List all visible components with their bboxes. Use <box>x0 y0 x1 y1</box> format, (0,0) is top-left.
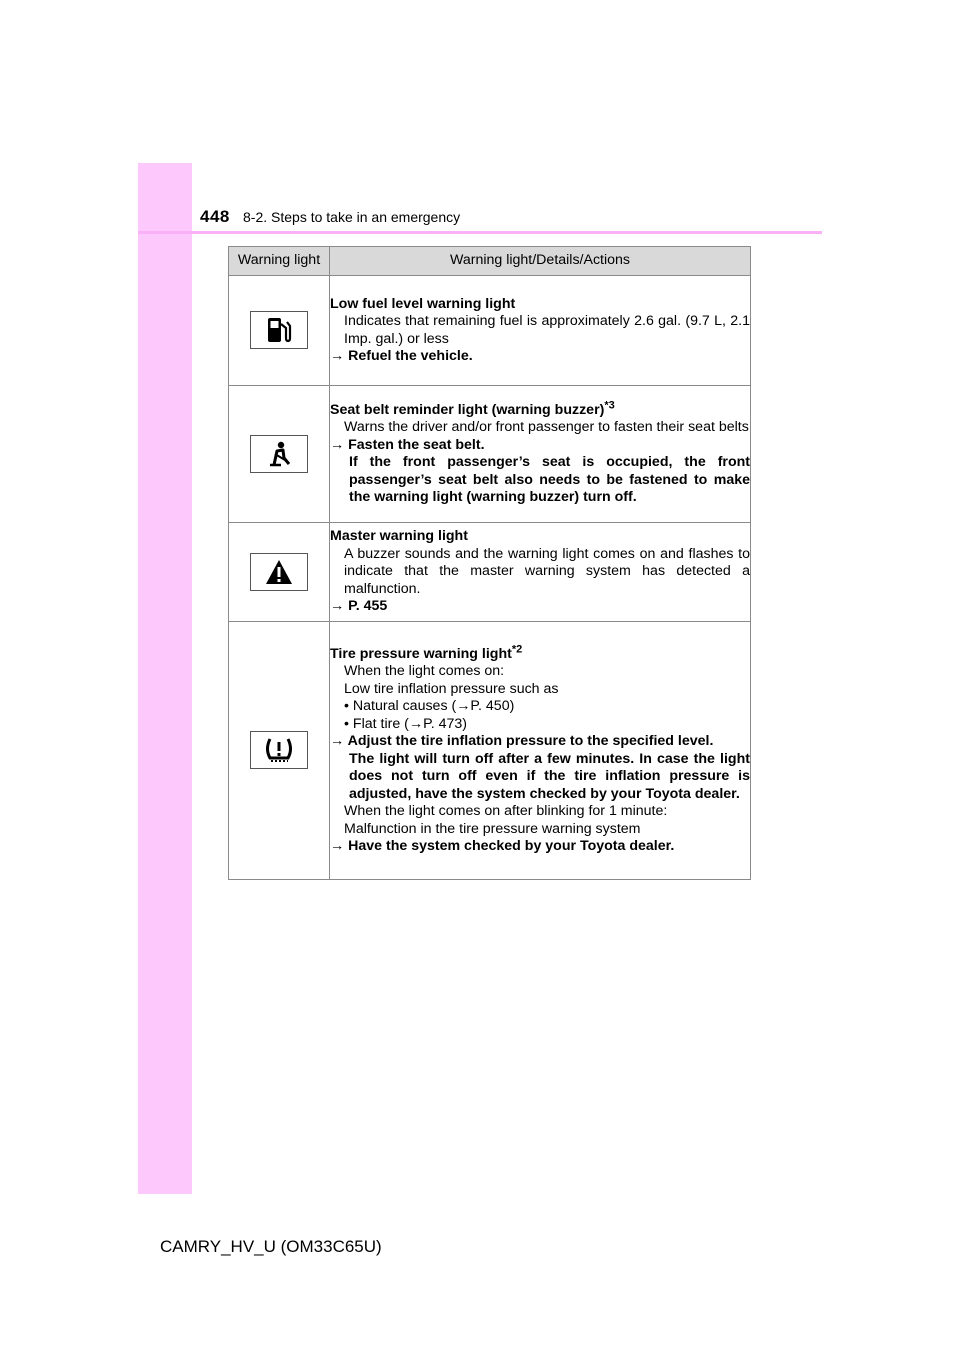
details-cell <box>330 523 751 622</box>
row-action: → Have the system checked by your Toyota dealer. <box>330 838 675 854</box>
icon-cell <box>229 523 330 622</box>
list-item: • Natural causes (→P. 450) <box>344 698 515 714</box>
details-cell <box>330 276 751 386</box>
row-title: Seat belt reminder light (warning buzzer)$^{*3}$ <box>330 398 615 418</box>
icon-cell <box>229 386 330 523</box>
row-action: → Fasten the seat belt. <box>330 436 485 453</box>
column-header-warning-light: Warning light <box>229 247 330 276</box>
icon-cell <box>229 276 330 386</box>
row-description: Malfunction in the tire pressure warning system <box>344 820 641 837</box>
details-cell <box>330 622 751 880</box>
table-row <box>229 386 751 523</box>
row-description: Indicates that remaining fuel is approximately 2.6 gal. (9.7 L, 2.1 Imp. gal.) or less <box>344 313 750 347</box>
chapter-sidebar-band <box>138 163 192 1194</box>
row-title: Tire pressure warning light$^{*2}$ <box>330 642 523 662</box>
list-item: • Flat tire (→P. 473) <box>344 715 467 732</box>
footnote-marker: *2 <box>511 642 523 655</box>
row-title: Master warning light <box>330 528 468 545</box>
row-description: Low tire inflation pressure such as <box>344 680 559 697</box>
row-action-detail: If the front passenger’s seat is occupied, the front passenger’s seat belt also needs to be fastened to make the warning light (warning buzzer) turn off. <box>349 454 750 505</box>
section-title: 8-2. Steps to take in an emergency <box>243 209 461 225</box>
row-description: Warns the driver and/or front passenger to fasten their seat belts <box>344 419 749 435</box>
row-action: → P. 455 <box>330 598 388 615</box>
table-header-row <box>229 247 751 276</box>
warning-light-table <box>228 246 751 880</box>
row-action: → Refuel the vehicle. <box>330 348 473 364</box>
table-row <box>229 622 751 880</box>
row-title: Low fuel level warning light <box>330 295 516 312</box>
page-number: 448 <box>200 207 230 226</box>
fuel-pump-icon <box>250 311 308 349</box>
details-cell <box>330 386 751 523</box>
footnote-marker: *3 <box>604 398 615 411</box>
icon-cell <box>229 622 330 880</box>
row-description: A buzzer sounds and the warning light comes on and flashes to indicate that the master warning system has detected a malfunction. <box>344 545 750 597</box>
column-header-details: Warning light/Details/Actions <box>330 247 751 276</box>
header-rule <box>138 231 822 234</box>
table-row <box>229 276 751 386</box>
master-warning-triangle-icon <box>250 553 308 591</box>
document-footer: CAMRY_HV_U (OM33C65U) <box>160 1237 382 1256</box>
row-description: When the light comes on after blinking for 1 minute: <box>344 803 668 819</box>
row-description: When the light comes on: <box>344 663 505 679</box>
row-action-detail: The light will turn off after a few minutes. In case the light does not turn off even if the tire inflation pressure is adjusted, have the system checked by your Toyota dealer. <box>349 750 750 802</box>
table-row <box>229 523 751 622</box>
row-action: → Adjust the tire inflation pressure to the specified level. <box>330 733 714 749</box>
tire-pressure-icon <box>250 731 308 769</box>
seat-belt-icon <box>250 435 308 473</box>
